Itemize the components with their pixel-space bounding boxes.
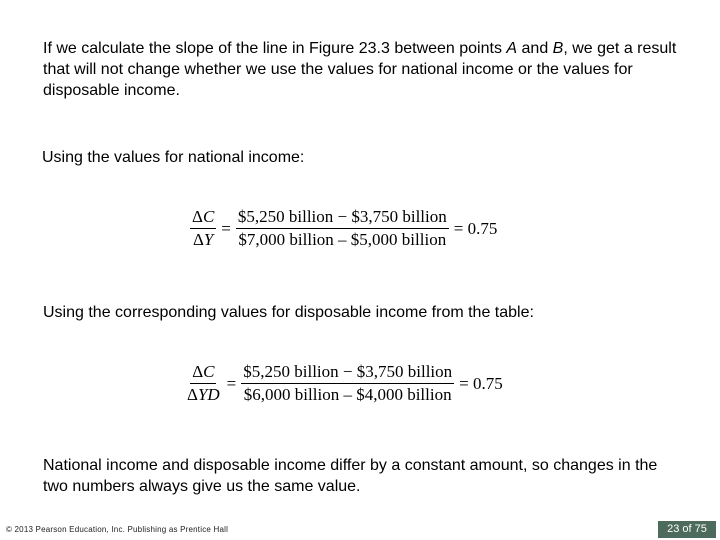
lhs-numerator: ΔC xyxy=(190,207,216,229)
equals-sign: = xyxy=(221,218,231,238)
rhs-numerator: $5,250 billion − $3,750 billion xyxy=(241,362,454,384)
intro-text-and: and xyxy=(517,40,553,57)
equation-result: = 0.75 xyxy=(453,218,498,238)
rhs-denominator: $7,000 billion – $5,000 billion xyxy=(238,230,447,249)
intro-paragraph xyxy=(43,38,683,101)
copyright-footer: © 2013 Pearson Education, Inc. Publishing as Prentice Hall xyxy=(6,525,229,534)
lhs-fraction xyxy=(185,362,222,405)
rhs-fraction xyxy=(236,207,449,250)
point-b-label: B xyxy=(552,40,564,57)
rhs-numerator: $5,250 billion − $3,750 billion xyxy=(236,207,449,229)
rhs-fraction xyxy=(241,362,454,405)
lhs-numerator: ΔC xyxy=(190,362,216,384)
rhs-denominator: $6,000 billion – $4,000 billion xyxy=(243,385,452,404)
lhs-fraction xyxy=(190,207,216,250)
equals-sign: = xyxy=(226,373,237,393)
equation-result: = 0.75 xyxy=(459,373,503,393)
lhs-denominator: ΔYD xyxy=(187,385,220,404)
national-income-slope-equation xyxy=(190,207,502,250)
disposable-income-slope-equation xyxy=(185,362,508,405)
point-a-label: A xyxy=(506,40,518,57)
slide-page-counter: 23 of 75 xyxy=(658,521,716,538)
intro-text-1: If we calculate the slope of the line in Figure 23.3 between points xyxy=(43,40,507,57)
conclusion-paragraph: National income and disposable income differ by a constant amount, so changes in the two numbers always give us the same value. xyxy=(43,457,658,495)
lhs-denominator: ΔY xyxy=(192,230,214,249)
national-income-label: Using the values for national income: xyxy=(42,149,305,166)
intro-text-2: , we get a result that will not change whether we use the values for national income or the values for disposable income. xyxy=(43,40,677,99)
disposable-income-label: Using the corresponding values for disposable income from the table: xyxy=(43,304,534,321)
